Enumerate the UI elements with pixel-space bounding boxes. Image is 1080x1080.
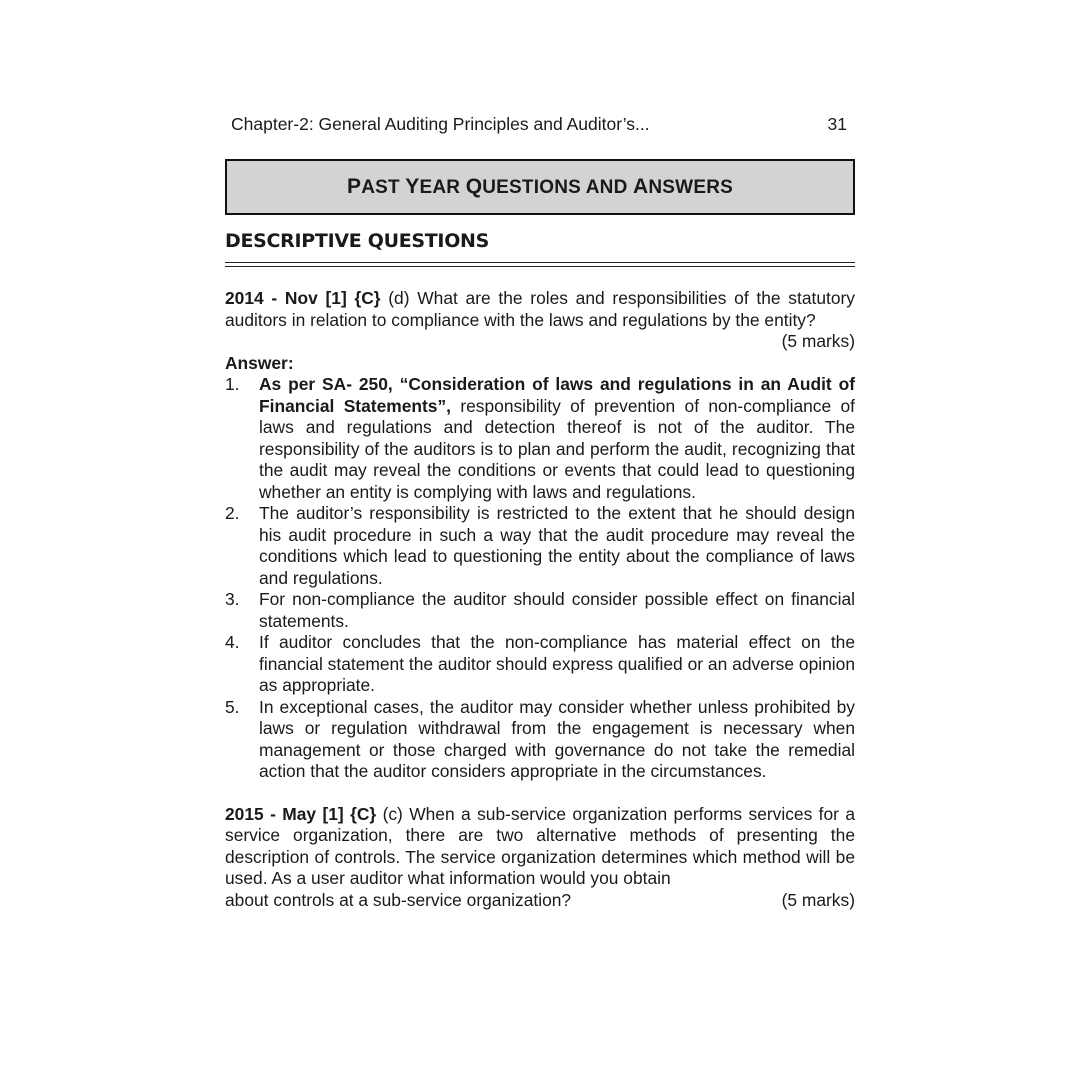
question-2-text: (c) When a sub-service organization performs services for a service organization, there are two alternative methods of presenting the description of controls. The service organization determines which method will be used. As a user auditor what information would you obtain xyxy=(225,803,856,888)
banner-word: AST xyxy=(361,177,406,198)
answer-bold-text: As per SA- 250, “Consideration of laws and regulations in an Audit of Financial Statements”, xyxy=(259,374,855,416)
question-1-text: (d) What are the roles and responsibilities of the statutory auditors in relation to compliance with the laws and regulations by the entity? xyxy=(225,288,855,330)
answer-label: Answer: xyxy=(225,352,294,373)
answer-number: 2. xyxy=(225,503,240,523)
question-2-last-line xyxy=(225,890,855,912)
answer-item xyxy=(225,632,855,697)
answer-number: 5. xyxy=(225,696,240,717)
banner-word: EAR xyxy=(419,177,466,198)
answer-number: 3. xyxy=(225,589,240,609)
double-rule-divider xyxy=(225,262,855,267)
answer-list xyxy=(225,374,855,783)
answer-item xyxy=(225,697,855,783)
running-header xyxy=(225,110,855,138)
banner-title xyxy=(347,175,733,199)
answer-text: If auditor concludes that the non-compliance has material effect on the financial statement the auditor should express qualified or an adverse opinion as appropriate. xyxy=(259,632,855,695)
banner-initial: Q xyxy=(465,175,483,198)
question-2 xyxy=(225,804,855,912)
book-page xyxy=(225,110,855,911)
answer-text: For non-compliance the auditor should consider possible effect on financial statements. xyxy=(259,589,855,631)
answer-number: 1. xyxy=(225,374,240,394)
answer-number: 4. xyxy=(225,632,240,652)
chapter-title: Chapter-2: General Auditing Principles and Auditor’s... xyxy=(231,114,650,134)
answer-item xyxy=(225,589,855,632)
banner-initial: Y xyxy=(405,175,420,198)
answer-text: The auditor’s responsibility is restricted to the extent that he should design his audit procedure in such a way that the audit procedure may reveal the conditions which lead to questioning the entity about the compliance of laws and regulations. xyxy=(259,503,855,588)
page-number: 31 xyxy=(827,114,847,134)
answer-item xyxy=(225,374,855,503)
question-2-marks: (5 marks) xyxy=(781,889,855,910)
question-1-ref: 2014 - Nov [1] {C} xyxy=(225,288,381,308)
question-2-ref: 2015 - May [1] {C} xyxy=(225,803,377,824)
banner-initial: P xyxy=(346,175,362,198)
answer-item xyxy=(225,503,855,589)
question-1 xyxy=(225,288,855,353)
answer-text: responsibility of prevention of non-compliance of laws and regulations and detection thereof is not of the auditor. The responsibility of the auditors is to plan and perform the audit, recognizing that the audit may reveal the conditions or events that could lead to questioning whether an entity is complying with laws and regulations. xyxy=(259,395,855,502)
question-2-tail: about controls at a sub-service organization? xyxy=(225,889,572,910)
answer-text: In exceptional cases, the auditor may consider whether unless prohibited by laws or regulation withdrawal from the engagement is necessary when management or those charged with governance do not take the remedial action that the auditor considers appropriate in the circumstances. xyxy=(259,696,855,781)
banner-word: UESTIONS AND xyxy=(482,177,634,198)
question-1-marks: (5 marks) xyxy=(781,331,855,351)
section-heading: DESCRIPTIVE QUESTIONS xyxy=(225,230,490,252)
banner-initial: A xyxy=(633,175,649,198)
section-banner xyxy=(225,159,855,215)
banner-word: NSWERS xyxy=(648,177,733,198)
